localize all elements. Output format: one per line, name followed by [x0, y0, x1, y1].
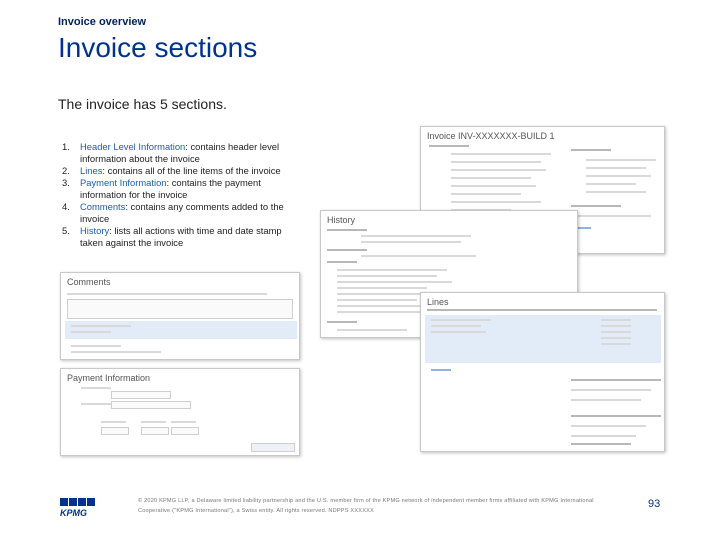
section-item: 5. History: lists all actions with time and date stamp taken against the invoice: [62, 225, 282, 248]
page-number: 93: [648, 498, 661, 510]
history-thumbnail: History: [320, 210, 578, 338]
kpmg-logo: [60, 498, 96, 518]
header-thumbnail: Invoice INV-XXXXXXX-BUILD 1: [420, 126, 665, 254]
section-head: Header Level Information: [80, 141, 186, 152]
lines-thumbnail: Lines: [420, 292, 665, 452]
section-item: 4. Comments: contains any comments added to the invoice: [62, 201, 284, 224]
svg-text:KPMG: KPMG: [60, 508, 87, 518]
copyright-footer: © 2020 KPMG LLP, a Delaware limited liability partnership and the U.S. member firm of the KPMG network of independent member firms affiliated with KPMG International Cooperative ("KPMG International"), a Swiss entity. All rights reserved. NDPPS XXXXXX: [138, 498, 594, 514]
section-head: Payment Information: [80, 177, 167, 188]
section-head: Lines: [80, 165, 103, 176]
section-item: 3. Payment Information: contains the payment information for the invoice: [62, 177, 261, 200]
section-item: 1. Header Level Information: contains header level information about the invoice: [62, 141, 280, 164]
sections-list: [62, 141, 302, 249]
slide-title: Invoice sections: [58, 32, 258, 63]
slide-intro: The invoice has 5 sections.: [58, 96, 227, 112]
slide-kicker: Invoice overview: [58, 16, 147, 28]
comments-thumbnail: Comments: [60, 272, 300, 360]
section-head: History: [80, 225, 110, 236]
section-item: 2. Lines: contains all of the line items of the invoice: [62, 165, 281, 176]
section-head: Comments: [80, 201, 126, 212]
payment-thumbnail: Payment Information: [60, 368, 300, 456]
